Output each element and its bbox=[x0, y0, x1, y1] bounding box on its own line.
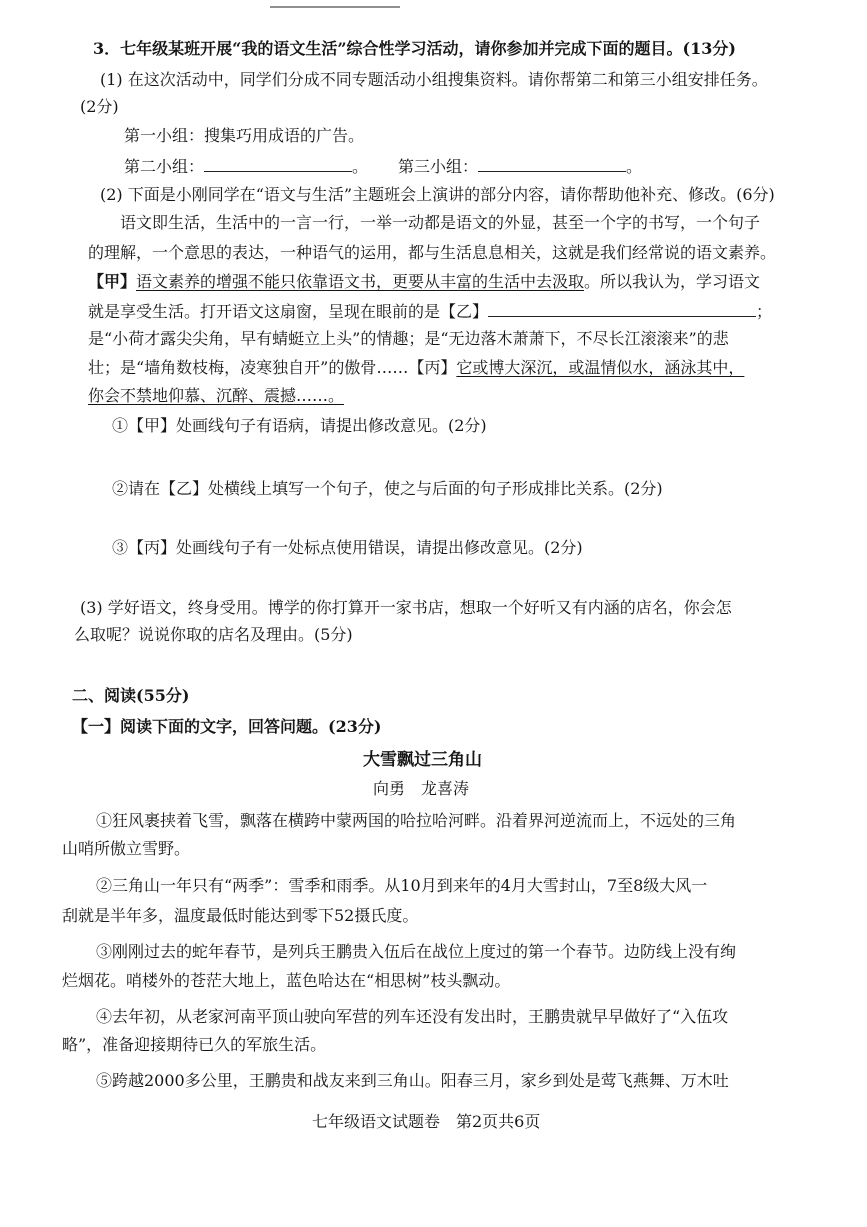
group3-answer-blank[interactable] bbox=[478, 155, 626, 172]
section-2-heading: 二、阅读(55分) bbox=[72, 686, 190, 705]
speech-line-2: 的理解，一个意思的表达，一种语气的运用，都与生活息息相关，这就是我们经常说的语文素养。 bbox=[88, 243, 777, 262]
mark-jia: 【甲】 bbox=[88, 272, 137, 291]
paragraph-4-line-2: 略”，准备迎接期待已久的军旅生活。 bbox=[62, 1035, 327, 1054]
reading-part-1-heading: 【一】阅读下面的文字，回答问题。(23分) bbox=[72, 717, 382, 736]
speech-line-4-text: 就是享受生活。打开语文这扇窗，呈现在眼前的是【乙】 bbox=[88, 302, 489, 321]
speech-line-4 bbox=[88, 300, 772, 323]
article-authors: 向勇 龙喜涛 bbox=[373, 779, 470, 798]
question-3-title: 3．七年级某班开展“我的语文生活”综合性学习活动，请你参加并完成下面的题目。(13分) bbox=[93, 39, 736, 58]
q3-part3-line1: (3) 学好语文，终身受用。博学的你打算开一家书店，想取一个好听又有内涵的店名，你会怎 bbox=[80, 598, 732, 617]
speech-line-7 bbox=[88, 385, 344, 407]
paragraph-4-line-1: ④去年初，从老家河南平顶山驶向军营的列车还没有发出时，王鹏贵就早早做好了“入伍攻 bbox=[96, 1007, 729, 1026]
speech-line-1: 语文即生活，生活中的一言一行，一举一动都是语文的外显，甚至一个字的书写，一个句子 bbox=[120, 213, 761, 232]
speech-line-5: 是“小荷才露尖尖角，早有蜻蜓立上头”的情趣；是“无边落木萧萧下，不尽长江滚滚来”的悲 bbox=[88, 329, 729, 348]
scan-top-mark bbox=[270, 0, 400, 8]
speech-line-3-rest: 。所以我认为，学习语文 bbox=[584, 272, 761, 291]
paragraph-3-line-1: ③刚刚过去的蛇年春节，是列兵王鹏贵入伍后在战位上度过的第一个春节。边防线上没有绚 bbox=[96, 942, 737, 961]
sub-question-3: ③【丙】处画线句子有一处标点使用错误，请提出修改意见。(2分) bbox=[112, 538, 583, 557]
q3-part1-line2: (2分) bbox=[80, 97, 119, 116]
paragraph-3-line-2: 烂烟花。哨楼外的苍茫大地上，蓝色哈达在“相思树”枝头飘动。 bbox=[62, 971, 511, 990]
speech-line-4-end: ； bbox=[756, 302, 773, 321]
speech-line-6 bbox=[88, 357, 744, 379]
page-footer: 七年级语文试题卷 第2页共6页 bbox=[312, 1112, 541, 1131]
group1-task: 第一小组：搜集巧用成语的广告。 bbox=[124, 126, 365, 145]
speech-line-3 bbox=[88, 271, 760, 293]
group2-label: 第二小组： bbox=[124, 157, 205, 176]
underlined-sentence-bing-cont: 你会不禁地仰慕、沉醉、震撼……。 bbox=[88, 386, 345, 405]
yi-answer-blank[interactable] bbox=[488, 300, 756, 317]
group2-answer-blank[interactable] bbox=[204, 155, 352, 172]
underlined-sentence-jia: 语文素养的增强不能只依靠语文书，更要从丰富的生活中去汲取 bbox=[136, 272, 585, 291]
sub-question-2: ②请在【乙】处横线上填写一个句子，使之与后面的句子形成排比关系。(2分) bbox=[112, 479, 663, 498]
group-answer-line bbox=[124, 155, 642, 178]
q3-part1-line1: (1) 在这次活动中，同学们分成不同专题活动小组搜集资料。请你帮第二和第三小组安排任务。 bbox=[100, 70, 768, 89]
paragraph-1-line-2: 山哨所傲立雪野。 bbox=[62, 839, 191, 858]
paragraph-2-line-1: ②三角山一年只有“两季”：雪季和雨季。从10月到来年的4月大雪封山，7至8级大风一 bbox=[96, 876, 708, 895]
group2-end: 。 bbox=[352, 157, 369, 176]
paragraph-5-line-1: ⑤跨越2000多公里，王鹏贵和战友来到三角山。阳春三月，家乡到处是莺飞燕舞、万木吐 bbox=[96, 1071, 729, 1090]
group3-end: 。 bbox=[626, 157, 643, 176]
speech-line-6-text: 壮；是“墙角数枝梅，凌寒独自开”的傲骨……【丙】 bbox=[88, 358, 457, 377]
q3-part2-intro: (2) 下面是小刚同学在“语文与生活”主题班会上演讲的部分内容，请你帮助他补充、修改。(6分) bbox=[100, 185, 775, 204]
underlined-sentence-bing: 它或博大深沉，或温情似水，涵泳其中， bbox=[456, 358, 745, 377]
group3-label: 第三小组： bbox=[398, 157, 479, 176]
paragraph-1-line-1: ①狂风裹挟着飞雪，飘落在横跨中蒙两国的哈拉哈河畔。沿着界河逆流而上，不远处的三角 bbox=[96, 811, 737, 830]
q3-part3-line2: 么取呢？说说你取的店名及理由。(5分) bbox=[74, 625, 353, 644]
sub-question-1: ①【甲】处画线句子有语病，请提出修改意见。(2分) bbox=[112, 416, 487, 435]
paragraph-2-line-2: 刮就是半年多，温度最低时能达到零下52摄氏度。 bbox=[62, 906, 419, 925]
article-title: 大雪飘过三角山 bbox=[363, 750, 482, 770]
